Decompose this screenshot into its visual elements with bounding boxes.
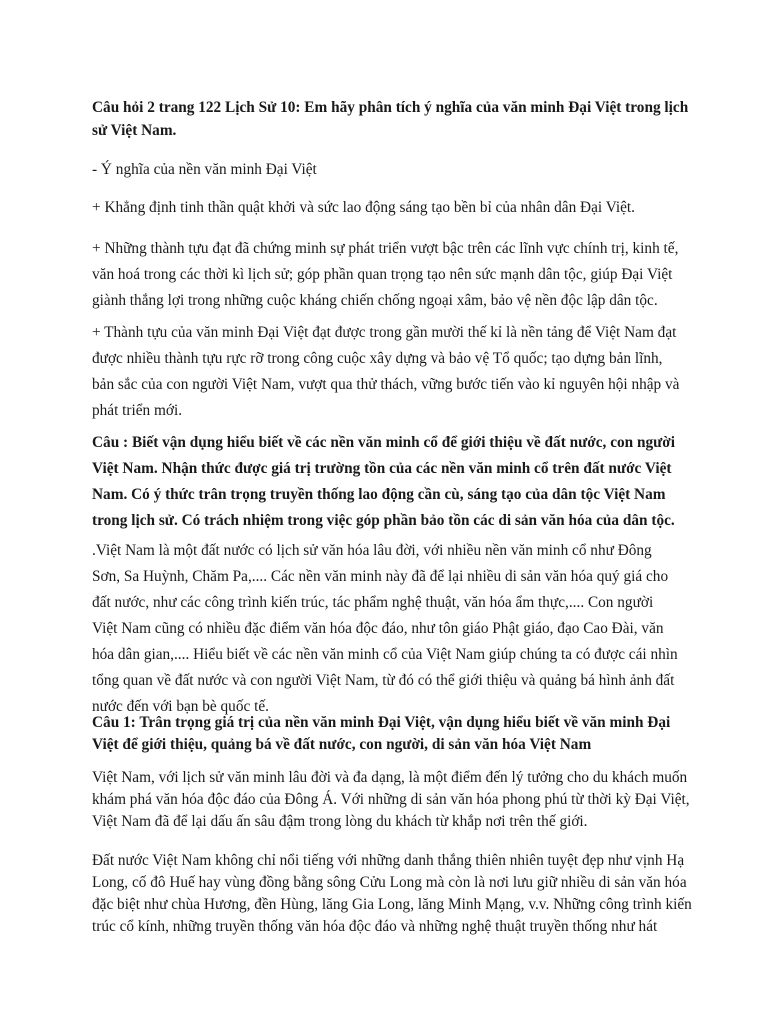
meaning-point-2: + Những thành tựu đạt đã chứng minh sự phát triển vượt bậc trên các lĩnh vực chính trị, kinh tế, văn hoá trong các thời kì lịch sử; góp phần quan trọng tạo nên sức mạnh dân tộc, giúp Đại Việt giành thắng lợi trong những cuộc kháng chiến chống ngoại xâm, bảo vệ nền độc lập dân tộc. xyxy=(92,240,679,309)
apply-question-heading: Câu : Biết vận dụng hiểu biết về các nền văn minh cổ để giới thiệu về đất nước, con người Việt Nam. Nhận thức được giá trị trường tồn của các nền văn minh cổ trên đất nước Việt Nam. Có ý thức trân trọng truyền thống lao động cần cù, sáng tạo của dân tộc Việt Nam trong lịch sử. Có trách nhiệm trong việc góp phần bảo tồn các di sản văn hóa của dân tộc. xyxy=(92,434,676,529)
apply-answer-paragraph: .Việt Nam là một đất nước có lịch sử văn hóa lâu đời, với nhiều nền văn minh cổ như Đông Sơn, Sa Huỳnh, Chăm Pa,.... Các nền văn minh này đã để lại nhiều di sản văn hóa quý giá cho đất nước, như các công trình kiến trúc, tác phẩm nghệ thuật, văn hóa ẩm thực,.... Con người Việt Nam cũng có nhiều đặc điểm văn hóa độc đáo, như tôn giáo Phật giáo, đạo Cao Đài, văn hóa dân gian,.... Hiểu biết về các nền văn minh cổ của Việt Nam giúp chúng ta có được cái nhìn tổng quan về đất nước và con người Việt Nam, từ đó có thể giới thiệu và quảng bá hình ảnh đất nước đến với bạn bè quốc tế. xyxy=(92,542,678,715)
question-1-paragraph-1: Việt Nam, với lịch sử văn minh lâu đời và đa dạng, là một điểm đến lý tưởng cho du khách muốn khám phá văn hóa độc đáo của Đông Á. Với những di sản văn hóa phong phú từ thời kỳ Đại Việt, Việt Nam đã để lại dấu ấn sâu đậm trong lòng du khách từ khắp nơi trên thế giới. xyxy=(92,769,690,830)
meaning-point-1: + Khẳng định tinh thần quật khởi và sức lao động sáng tạo bền bỉ của nhân dân Đại Việt. xyxy=(92,199,635,216)
question-1-heading: Câu 1: Trân trọng giá trị của nền văn minh Đại Việt, vận dụng hiểu biết về văn minh Đại Việt để giới thiệu, quảng bá về đất nước, con người, di sản văn hóa Việt Nam xyxy=(92,714,671,753)
question-1-paragraph-2: Đất nước Việt Nam không chỉ nổi tiếng với những danh thắng thiên nhiên tuyệt đẹp như vịnh Hạ Long, cố đô Huế hay vùng đồng bằng sông Cửu Long mà còn là nơi lưu giữ nhiều di sản văn hóa đặc biệt như chùa Hương, đền Hùng, lăng Gia Long, lăng Minh Mạng, v.v. Những công trình kiến trúc cổ kính, những truyền thống văn hóa độc đáo và những nghệ thuật truyền thống như hát xyxy=(92,852,692,935)
meaning-heading: - Ý nghĩa của nền văn minh Đại Việt xyxy=(92,161,317,178)
question-heading: Câu hỏi 2 trang 122 Lịch Sử 10: Em hãy phân tích ý nghĩa của văn minh Đại Việt trong lịch sử Việt Nam. xyxy=(92,99,689,139)
meaning-point-3: + Thành tựu của văn minh Đại Việt đạt được trong gần mười thế kỉ là nền tảng để Việt Nam đạt được nhiều thành tựu rực rỡ trong công cuộc xây dựng và bảo vệ Tổ quốc; tạo dựng bản lĩnh, bản sắc của con người Việt Nam, vượt qua thử thách, vững bước tiến vào kỉ nguyên hội nhập và phát triển mới. xyxy=(92,324,680,419)
